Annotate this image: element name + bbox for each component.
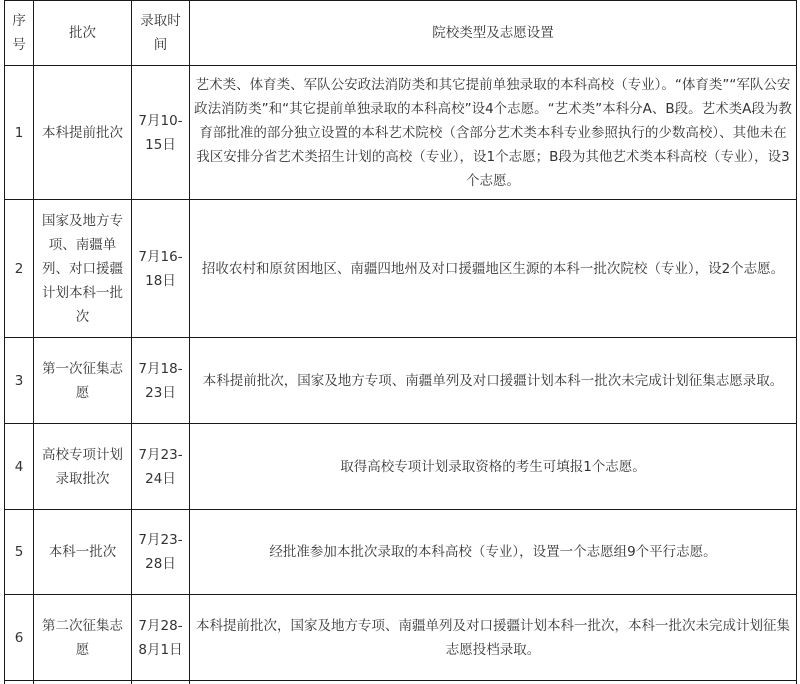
header-seq: 序号 (5, 1, 34, 66)
table-row (5, 510, 797, 595)
row-desc-empty (190, 681, 797, 684)
row-seq: 3 (5, 338, 34, 424)
row-desc: 招收农村和原贫困地区、南疆四地州及对口援疆地区生源的本科一批次院校（专业），设2个志愿。 (190, 200, 797, 338)
row-time: 7月23-28日 (132, 510, 190, 595)
row-batch: 本科提前批次 (34, 66, 132, 200)
table-row-partial (5, 681, 797, 684)
header-time: 录取时间 (132, 1, 190, 66)
row-time: 7月28-8月1日 (132, 595, 190, 681)
row-seq: 4 (5, 424, 34, 510)
row-desc: 本科提前批次，国家及地方专项、南疆单列及对口援疆计划本科一批次，本科一批次未完成计划征集志愿投档录取。 (190, 595, 797, 681)
row-seq: 2 (5, 200, 34, 338)
row-desc: 艺术类、体育类、军队公安政法消防类和其它提前单独录取的本科高校（专业）。“体育类”“军队公安政法消防类”和“其它提前单独录取的本科高校”设4个志愿。“艺术类”本科分A、B段。艺术类A段为教育部批准的部分独立设置的本科艺术院校（含部分艺术类本科专业参照执行的少数高校）、其他未在我区安排分省艺术类招生计划的高校（专业），设1个志愿；B段为其他艺术类本科高校（专业），设3个志愿。 (190, 66, 797, 200)
row-batch: 第二次征集志愿 (34, 595, 132, 681)
row-seq: 5 (5, 510, 34, 595)
header-desc: 院校类型及志愿设置 (190, 1, 797, 66)
row-desc: 经批准参加本批次录取的本科高校（专业），设置一个志愿组9个平行志愿。 (190, 510, 797, 595)
table-header-row (5, 1, 797, 66)
row-batch: 第一次征集志愿 (34, 338, 132, 424)
row-batch: 国家及地方专项、南疆单列、对口援疆计划本科一批次 (34, 200, 132, 338)
row-batch: 高校专项计划录取批次 (34, 424, 132, 510)
admission-schedule-table (4, 0, 797, 684)
row-batch-empty (34, 681, 132, 684)
row-time: 7月16-18日 (132, 200, 190, 338)
header-batch: 批次 (34, 1, 132, 66)
table-row (5, 424, 797, 510)
table-row (5, 595, 797, 681)
row-batch: 本科一批次 (34, 510, 132, 595)
row-time-empty (132, 681, 190, 684)
row-desc: 本科提前批次，国家及地方专项、南疆单列及对口援疆计划本科一批次未完成计划征集志愿录取。 (190, 338, 797, 424)
row-time: 7月10-15日 (132, 66, 190, 200)
row-time: 7月18-23日 (132, 338, 190, 424)
row-seq: 1 (5, 66, 34, 200)
row-desc: 取得高校专项计划录取资格的考生可填报1个志愿。 (190, 424, 797, 510)
row-seq: 6 (5, 595, 34, 681)
table-row (5, 338, 797, 424)
row-seq-empty (5, 681, 34, 684)
row-time: 7月23-24日 (132, 424, 190, 510)
table-row (5, 66, 797, 200)
table-row (5, 200, 797, 338)
